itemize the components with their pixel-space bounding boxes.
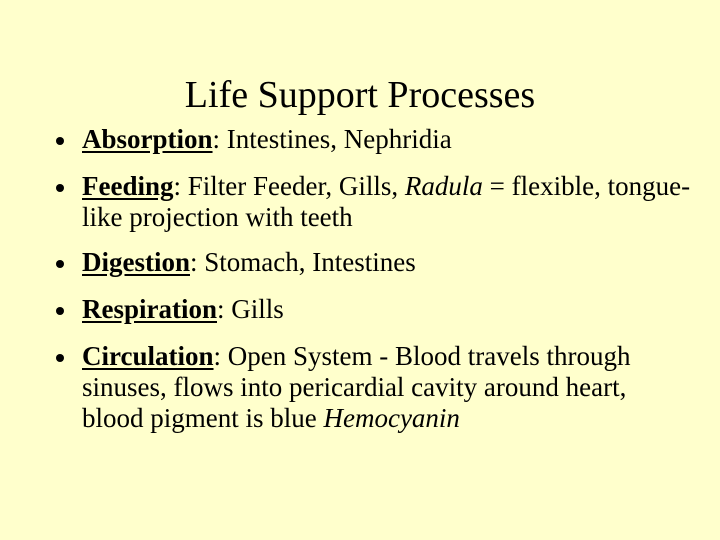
bullet-separator: :: [173, 171, 188, 201]
bullet-digestion: [52, 247, 692, 278]
bullet-term: Absorption: [82, 124, 213, 154]
bullet-text: Gills: [231, 294, 284, 324]
bullet-dot-icon: [56, 260, 64, 268]
bullet-italic-term: Radula: [404, 171, 483, 201]
bullet-list: [52, 124, 692, 448]
bullet-dot-icon: [56, 307, 64, 315]
bullet-respiration: [52, 294, 692, 325]
bullet-separator: :: [213, 341, 228, 371]
bullet-text: Intestines, Nephridia: [226, 124, 452, 154]
slide-title: Life Support Processes: [184, 74, 536, 116]
bullet-text: Open System - Blood travels through sinuses, flows into pericardial cavity around heart, blood pigment is blue: [82, 341, 631, 433]
bullet-separator: :: [190, 247, 205, 277]
bullet-term: Circulation: [82, 341, 214, 371]
bullet-term: Respiration: [82, 294, 217, 324]
bullet-text: = flexible, tongue-like projection with teeth: [82, 171, 691, 232]
bullet-separator: :: [212, 124, 227, 154]
bullet-term: Digestion: [82, 247, 190, 277]
bullet-feeding: [52, 171, 692, 233]
bullet-text: Filter Feeder, Gills,: [187, 171, 405, 201]
bullet-dot-icon: [56, 137, 64, 145]
bullet-separator: :: [217, 294, 232, 324]
bullet-dot-icon: [56, 184, 64, 192]
bullet-circulation: [52, 341, 692, 434]
bullet-absorption: [52, 124, 692, 155]
bullet-dot-icon: [56, 354, 64, 362]
bullet-text: Stomach, Intestines: [204, 247, 416, 277]
bullet-term: Feeding: [82, 171, 174, 201]
bullet-italic-term: Hemocyanin: [323, 403, 460, 433]
